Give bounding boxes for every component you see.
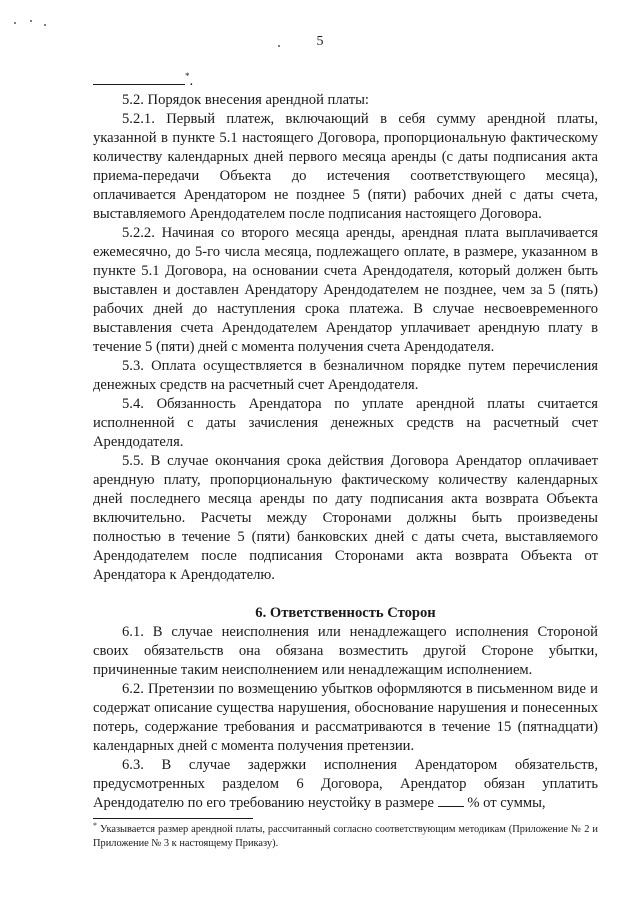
clause-6-3-text: 6.3. В случае задержки исполнения Арендатором обязательств, предусмотренных разделом 6 Договора, Арендатор обязан уплатить Арендодателю по его требованию неустойку в размере: [93, 757, 598, 811]
clause-5-2-2: 5.2.2. Начиная со второго месяца аренды, арендная плата выплачивается ежемесячно, до 5-го числа месяца, подлежащего оплате, в размере, указанном в пункте 5.1 Договора, на основании счета Арендодателя, который должен быть выставлен и доставлен Арендатору Арендодателем не позднее, чем за 5 (пять) рабочих дней до наступления срока платежа. В случае несвоевременного выставления счета Арендодателем Арендатор уплачивает арендную плату в течение 5 (пяти) дней с момента получения счета Арендодателя.: [93, 225, 598, 355]
clause-6-3: [93, 756, 598, 813]
scan-speck: [14, 22, 16, 24]
clause-5-3: 5.3. Оплата осуществляется в безналичном порядке путем перечисления денежных средств на расчетный счет Арендодателя.: [93, 358, 598, 393]
clause-5-4: 5.4. Обязанность Арендатора по уплате арендной платы считается исполненной с даты зачисления денежных средств на расчетный счет Арендодателя.: [93, 396, 598, 450]
clause-5-5: 5.5. В случае окончания срока действия Договора Арендатор оплачивает арендную плату, пропорциональную фактическому количеству календарных дней последнего месяца аренды по дату подписания акта возврата Объекта включительно. Расчеты между Сторонами должны быть произведены полностью в течение 5 (пяти) банковских дней с даты счета, выставляемого Арендодателем после подписания Сторонами акта возврата Объекта от Арендатора к Арендодателю.: [93, 453, 598, 583]
clause-5-2: 5.2. Порядок внесения арендной платы:: [122, 92, 369, 108]
footnote: [93, 820, 598, 851]
document-body: [93, 72, 598, 813]
footnote-marker: *: [185, 71, 190, 82]
clause-6-3-tail: % от суммы,: [467, 795, 546, 811]
clause-5-2-1: 5.2.1. Первый платеж, включающий в себя сумму арендной платы, указанной в пункте 5.1 настоящего Договора, пропорциональную фактическому количеству календарных дней первого месяца аренды (с даты подписания акта приема-передачи Объекта до истечения соответствующего месяца), оплачивается Арендатором не позднее 5 (пяти) рабочих дней с даты счета, выставляемого Арендодателем после подписания настоящего Договора.: [93, 111, 598, 222]
penalty-percent-blank: [438, 795, 464, 807]
footnote-mark: *: [93, 820, 97, 830]
rent-amount-blank: [93, 72, 185, 85]
footnote-anchor-line: *.: [93, 72, 598, 91]
page-number: 5: [316, 34, 324, 49]
clause-6-1: 6.1. В случае неисполнения или ненадлежащего исполнения Стороной своих обязательств она обязана возместить другой Стороне убытки, причиненные таким неисполнением или ненадлежащим исполнением.: [93, 624, 598, 678]
scan-speck: [44, 24, 46, 26]
clause-6-2: 6.2. Претензии по возмещению убытков оформляются в письменном виде и содержат описание существа нарушения, обоснование нарушения и понесенных потерь, содержание требования и рассматриваются в течение 15 (пятнадцати) календарных дней с момента получения претензии.: [93, 681, 598, 754]
section-6-heading: 6. Ответственность Сторон: [255, 605, 436, 621]
scan-speck: [30, 20, 32, 22]
footnote-divider: [93, 818, 253, 819]
footnote-text: Указывается размер арендной платы, рассчитанный согласно соответствующим методикам (Приложение № 2 и Приложение № 3 к настоящему Приказу).: [93, 824, 598, 849]
